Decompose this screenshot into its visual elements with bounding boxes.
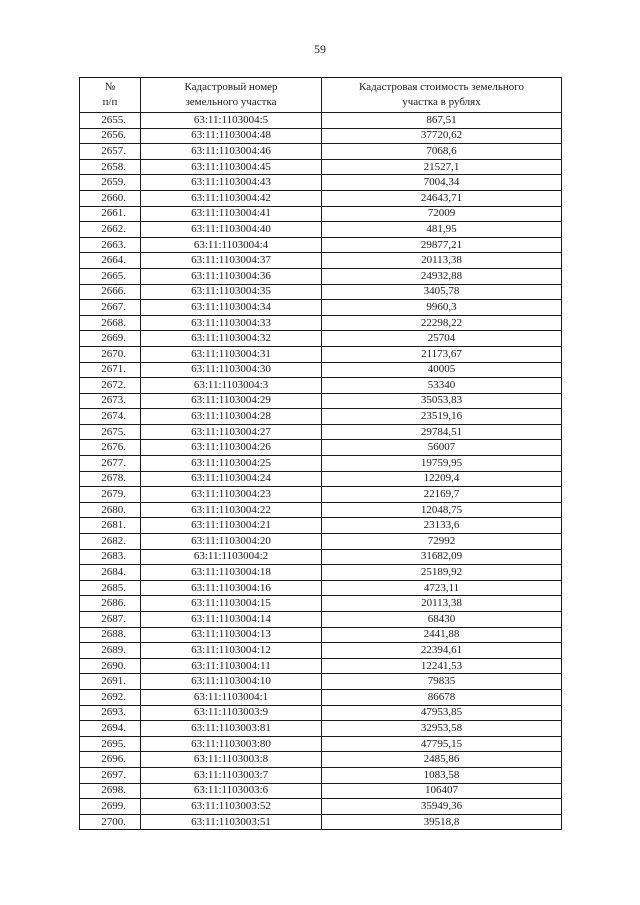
row-cadastral-value: 37720,62 — [322, 128, 562, 144]
table-row — [80, 752, 562, 768]
row-index: 2676. — [80, 440, 141, 456]
row-cadastral-value: 35053,83 — [322, 393, 562, 409]
table-row — [80, 268, 562, 284]
row-cadastral-number: 63:11:1103004:5 — [141, 113, 322, 129]
row-cadastral-number: 63:11:1103004:12 — [141, 643, 322, 659]
row-cadastral-value: 53340 — [322, 378, 562, 394]
row-index: 2681. — [80, 518, 141, 534]
table-body — [80, 113, 562, 830]
row-cadastral-value: 72009 — [322, 206, 562, 222]
row-index: 2675. — [80, 424, 141, 440]
table-row — [80, 736, 562, 752]
row-cadastral-number: 63:11:1103004:35 — [141, 284, 322, 300]
table-row — [80, 331, 562, 347]
row-cadastral-number: 63:11:1103004:46 — [141, 144, 322, 160]
table-row — [80, 783, 562, 799]
row-cadastral-value: 21173,67 — [322, 346, 562, 362]
header-index-line2: п/п — [102, 96, 118, 108]
row-cadastral-number: 63:11:1103004:2 — [141, 549, 322, 565]
row-cadastral-number: 63:11:1103004:37 — [141, 253, 322, 269]
table-row — [80, 175, 562, 191]
row-index: 2667. — [80, 300, 141, 316]
table-row — [80, 315, 562, 331]
row-cadastral-number: 63:11:1103004:15 — [141, 596, 322, 612]
row-index: 2690. — [80, 658, 141, 674]
row-cadastral-number: 63:11:1103004:48 — [141, 128, 322, 144]
row-cadastral-value: 86678 — [322, 689, 562, 705]
row-cadastral-number: 63:11:1103004:24 — [141, 471, 322, 487]
row-index: 2683. — [80, 549, 141, 565]
row-cadastral-number: 63:11:1103004:32 — [141, 331, 322, 347]
row-cadastral-value: 47795,15 — [322, 736, 562, 752]
table-row — [80, 284, 562, 300]
row-cadastral-number: 63:11:1103004:3 — [141, 378, 322, 394]
row-cadastral-value: 22169,7 — [322, 487, 562, 503]
row-cadastral-value: 29784,51 — [322, 424, 562, 440]
row-cadastral-number: 63:11:1103004:31 — [141, 346, 322, 362]
row-cadastral-value: 3405,78 — [322, 284, 562, 300]
table-row — [80, 300, 562, 316]
header-cadastral-number — [141, 78, 322, 113]
row-cadastral-number: 63:11:1103003:6 — [141, 783, 322, 799]
table-row — [80, 253, 562, 269]
row-index: 2692. — [80, 689, 141, 705]
row-cadastral-number: 63:11:1103003:52 — [141, 799, 322, 815]
row-index: 2671. — [80, 362, 141, 378]
row-cadastral-value: 23519,16 — [322, 409, 562, 425]
row-cadastral-number: 63:11:1103004:30 — [141, 362, 322, 378]
row-index: 2656. — [80, 128, 141, 144]
row-cadastral-number: 63:11:1103004:4 — [141, 237, 322, 253]
row-cadastral-value: 56007 — [322, 440, 562, 456]
table-row — [80, 565, 562, 581]
table-row — [80, 378, 562, 394]
row-index: 2698. — [80, 783, 141, 799]
row-cadastral-value: 7004,34 — [322, 175, 562, 191]
table-header — [80, 78, 562, 113]
table-row — [80, 658, 562, 674]
row-index: 2697. — [80, 767, 141, 783]
cadastral-value-table — [79, 77, 562, 830]
table-row — [80, 534, 562, 550]
row-index: 2674. — [80, 409, 141, 425]
table-row — [80, 393, 562, 409]
row-cadastral-value: 72992 — [322, 534, 562, 550]
row-index: 2657. — [80, 144, 141, 160]
row-index: 2691. — [80, 674, 141, 690]
table-row — [80, 627, 562, 643]
table-row — [80, 549, 562, 565]
row-cadastral-number: 63:11:1103004:27 — [141, 424, 322, 440]
row-cadastral-value: 22394,61 — [322, 643, 562, 659]
row-cadastral-number: 63:11:1103004:36 — [141, 268, 322, 284]
row-cadastral-number: 63:11:1103004:13 — [141, 627, 322, 643]
row-index: 2693. — [80, 705, 141, 721]
row-index: 2699. — [80, 799, 141, 815]
row-cadastral-number: 63:11:1103004:28 — [141, 409, 322, 425]
row-cadastral-value: 4723,11 — [322, 580, 562, 596]
row-cadastral-value: 12241,53 — [322, 658, 562, 674]
table-row — [80, 237, 562, 253]
row-cadastral-number: 63:11:1103003:51 — [141, 814, 322, 830]
table-row — [80, 799, 562, 815]
table-row — [80, 518, 562, 534]
row-index: 2680. — [80, 502, 141, 518]
table-row — [80, 206, 562, 222]
table-row — [80, 502, 562, 518]
table-row — [80, 643, 562, 659]
row-index: 2686. — [80, 596, 141, 612]
table-row — [80, 814, 562, 830]
table-row — [80, 362, 562, 378]
row-cadastral-value: 79835 — [322, 674, 562, 690]
row-cadastral-value: 47953,85 — [322, 705, 562, 721]
row-index: 2700. — [80, 814, 141, 830]
row-index: 2685. — [80, 580, 141, 596]
table-row — [80, 159, 562, 175]
row-index: 2670. — [80, 346, 141, 362]
row-index: 2679. — [80, 487, 141, 503]
row-cadastral-value: 31682,09 — [322, 549, 562, 565]
row-cadastral-value: 29877,21 — [322, 237, 562, 253]
row-cadastral-value: 21527,1 — [322, 159, 562, 175]
table-row — [80, 471, 562, 487]
row-cadastral-value: 12209,4 — [322, 471, 562, 487]
table-row — [80, 128, 562, 144]
row-cadastral-number: 63:11:1103004:34 — [141, 300, 322, 316]
row-cadastral-number: 63:11:1103004:16 — [141, 580, 322, 596]
row-cadastral-value: 20113,38 — [322, 596, 562, 612]
row-index: 2684. — [80, 565, 141, 581]
row-cadastral-number: 63:11:1103003:81 — [141, 721, 322, 737]
row-cadastral-number: 63:11:1103003:80 — [141, 736, 322, 752]
row-cadastral-number: 63:11:1103003:9 — [141, 705, 322, 721]
row-index: 2663. — [80, 237, 141, 253]
row-cadastral-number: 63:11:1103003:8 — [141, 752, 322, 768]
table-row — [80, 144, 562, 160]
table-row — [80, 440, 562, 456]
header-cadastral-value-line2: участка в рублях — [402, 96, 481, 108]
table-row — [80, 487, 562, 503]
table-row — [80, 612, 562, 628]
row-index: 2669. — [80, 331, 141, 347]
row-cadastral-value: 40005 — [322, 362, 562, 378]
row-index: 2672. — [80, 378, 141, 394]
row-index: 2658. — [80, 159, 141, 175]
row-cadastral-number: 63:11:1103004:21 — [141, 518, 322, 534]
row-cadastral-value: 12048,75 — [322, 502, 562, 518]
row-index: 2695. — [80, 736, 141, 752]
row-index: 2678. — [80, 471, 141, 487]
table-row — [80, 222, 562, 238]
row-index: 2696. — [80, 752, 141, 768]
header-index — [80, 78, 141, 113]
row-cadastral-value: 25189,92 — [322, 565, 562, 581]
row-cadastral-number: 63:11:1103004:26 — [141, 440, 322, 456]
row-index: 2665. — [80, 268, 141, 284]
table-row — [80, 689, 562, 705]
table-row — [80, 705, 562, 721]
row-cadastral-value: 1083,58 — [322, 767, 562, 783]
header-cadastral-value — [322, 78, 562, 113]
row-index: 2666. — [80, 284, 141, 300]
table-row — [80, 596, 562, 612]
table-row — [80, 580, 562, 596]
row-cadastral-value: 24643,71 — [322, 190, 562, 206]
row-cadastral-number: 63:11:1103004:20 — [141, 534, 322, 550]
table-row — [80, 456, 562, 472]
row-cadastral-value: 2441,88 — [322, 627, 562, 643]
row-cadastral-number: 63:11:1103004:22 — [141, 502, 322, 518]
row-cadastral-value: 68430 — [322, 612, 562, 628]
row-cadastral-number: 63:11:1103003:7 — [141, 767, 322, 783]
page-number: 59 — [314, 42, 326, 56]
row-index: 2668. — [80, 315, 141, 331]
row-cadastral-number: 63:11:1103004:18 — [141, 565, 322, 581]
row-cadastral-number: 63:11:1103004:10 — [141, 674, 322, 690]
row-index: 2655. — [80, 113, 141, 129]
row-cadastral-number: 63:11:1103004:43 — [141, 175, 322, 191]
row-cadastral-number: 63:11:1103004:33 — [141, 315, 322, 331]
row-index: 2673. — [80, 393, 141, 409]
row-cadastral-number: 63:11:1103004:42 — [141, 190, 322, 206]
row-cadastral-number: 63:11:1103004:41 — [141, 206, 322, 222]
row-cadastral-value: 25704 — [322, 331, 562, 347]
row-cadastral-number: 63:11:1103004:11 — [141, 658, 322, 674]
table-header-row — [80, 78, 562, 113]
row-cadastral-value: 19759,95 — [322, 456, 562, 472]
table-row — [80, 674, 562, 690]
row-cadastral-value: 20113,38 — [322, 253, 562, 269]
row-cadastral-value: 22298,22 — [322, 315, 562, 331]
row-index: 2677. — [80, 456, 141, 472]
row-cadastral-number: 63:11:1103004:23 — [141, 487, 322, 503]
row-index: 2688. — [80, 627, 141, 643]
table-row — [80, 424, 562, 440]
row-cadastral-number: 63:11:1103004:25 — [141, 456, 322, 472]
row-index: 2664. — [80, 253, 141, 269]
row-cadastral-value: 106407 — [322, 783, 562, 799]
row-cadastral-value: 481,95 — [322, 222, 562, 238]
row-cadastral-value: 9960,3 — [322, 300, 562, 316]
row-cadastral-value: 35949,36 — [322, 799, 562, 815]
table-row — [80, 767, 562, 783]
row-index: 2661. — [80, 206, 141, 222]
row-cadastral-value: 23133,6 — [322, 518, 562, 534]
row-cadastral-number: 63:11:1103004:29 — [141, 393, 322, 409]
row-cadastral-value: 24932,88 — [322, 268, 562, 284]
table-row — [80, 190, 562, 206]
row-cadastral-value: 2485,86 — [322, 752, 562, 768]
table-row — [80, 113, 562, 129]
table-row — [80, 721, 562, 737]
row-cadastral-value: 32953,58 — [322, 721, 562, 737]
row-cadastral-value: 867,51 — [322, 113, 562, 129]
row-cadastral-number: 63:11:1103004:40 — [141, 222, 322, 238]
row-cadastral-value: 39518,8 — [322, 814, 562, 830]
row-index: 2682. — [80, 534, 141, 550]
row-cadastral-value: 7068,6 — [322, 144, 562, 160]
row-cadastral-number: 63:11:1103004:45 — [141, 159, 322, 175]
header-cadastral-number-line2: земельного участка — [185, 96, 277, 108]
row-index: 2662. — [80, 222, 141, 238]
table-row — [80, 346, 562, 362]
row-index: 2689. — [80, 643, 141, 659]
header-cadastral-value-line1: Кадастровая стоимость земельного — [359, 81, 524, 93]
row-index: 2687. — [80, 612, 141, 628]
row-index: 2694. — [80, 721, 141, 737]
row-index: 2659. — [80, 175, 141, 191]
row-cadastral-number: 63:11:1103004:14 — [141, 612, 322, 628]
table-row — [80, 409, 562, 425]
row-index: 2660. — [80, 190, 141, 206]
header-index-line1: № — [104, 81, 116, 93]
header-cadastral-number-line1: Кадастровый номер — [184, 81, 278, 93]
row-cadastral-number: 63:11:1103004:1 — [141, 689, 322, 705]
